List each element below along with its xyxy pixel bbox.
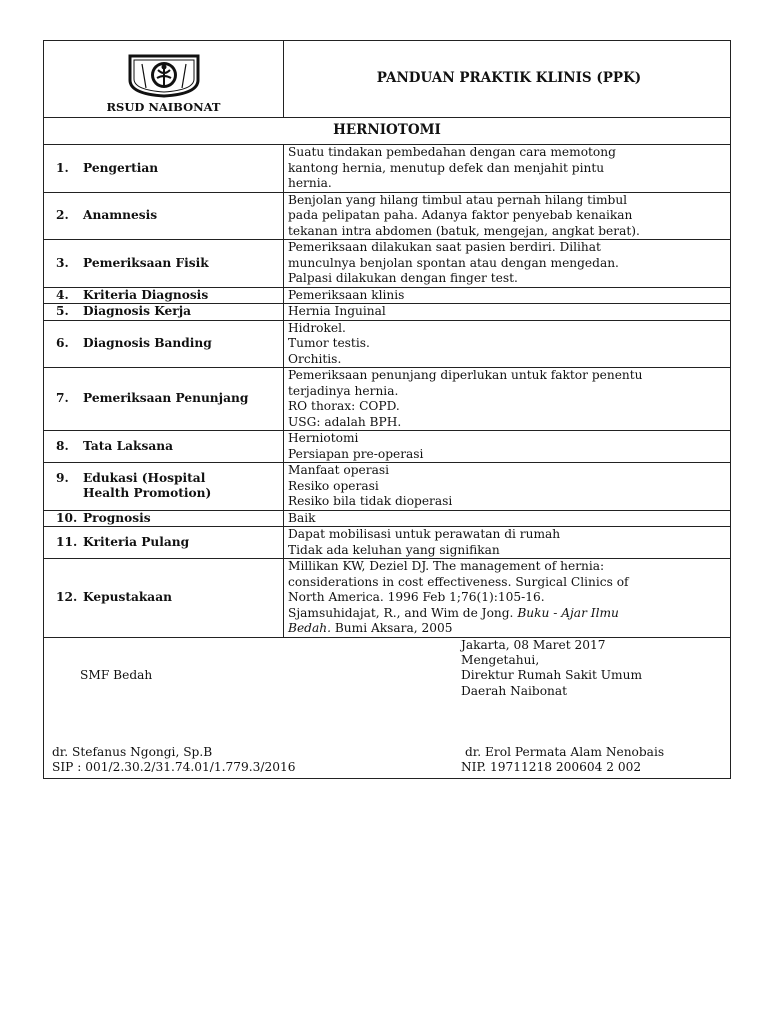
table-row [44,463,731,511]
table-row [44,304,731,321]
table-row [44,527,731,559]
row-label: 3. Pemeriksaan Fisik [44,240,284,288]
row-label: 7. Pemeriksaan Penunjang [44,368,284,431]
row-value: Pemeriksaan dilakukan saat pasien berdiri. Dilihat munculnya benjolan spontan atau dengan mengedan. Palpasi dilakukan dengan finger test. [284,240,731,288]
table-row [44,240,731,288]
row-value: Hernia Inguinal [284,304,731,321]
director-name: dr. Erol Permata Alam Nenobais [465,744,665,759]
row-label: 5. Diagnosis Kerja [44,304,284,321]
acknowledged-label: Mengetahui, [461,652,540,667]
signature-block [44,637,731,778]
row-label: 4. Kriteria Diagnosis [44,287,284,304]
table-row [44,510,731,527]
director-id: NIP. 19711218 200604 2 002 [461,759,642,774]
table-row [44,431,731,463]
table-row [44,559,731,638]
table-row [44,192,731,240]
row-label: 1. Pengertian [44,145,284,193]
ppk-table [43,40,731,779]
row-label: 6. Diagnosis Banding [44,320,284,368]
director-position-2: Daerah Naibonat [461,683,568,698]
hospital-logo-icon [124,50,204,98]
row-label: 9. Edukasi (Hospital Health Promotion) [44,463,284,511]
row-label: 2. Anamnesis [44,192,284,240]
table-row [44,287,731,304]
row-label: 11. Kriteria Pulang [44,527,284,559]
ppk-document [43,40,730,779]
surgeon-name: dr. Stefanus Ngongi, Sp.B [52,744,213,759]
subtitle-row [44,118,731,145]
row-value: Pemeriksaan penunjang diperlukan untuk faktor penentu terjadinya hernia. RO thorax: COPD. USG: adalah BPH. [284,368,731,431]
row-value: Hidrokel. Tumor testis. Orchitis. [284,320,731,368]
director-position: Direktur Rumah Sakit Umum [461,667,643,682]
signature-row [44,637,731,778]
department-label: SMF Bedah [80,667,153,682]
row-value: Benjolan yang hilang timbul atau pernah hilang timbul pada pelipatan paha. Adanya faktor penyebab kenaikan tekanan intra abdomen (batuk, mengejan, angkat berat). [284,192,731,240]
procedure-title: HERNIOTOMI [44,118,731,145]
table-row [44,145,731,193]
table-row [44,320,731,368]
row-label: 12. Kepustakaan [44,559,284,638]
row-label: 8. Tata Laksana [44,431,284,463]
row-label: 10. Prognosis [44,510,284,527]
row-value: Millikan KW, Deziel DJ. The management of hernia: considerations in cost effectiveness. Surgical Clinics of North America. 1996 Feb 1;76(1):105-16. Sjamsuhidajat, R., and Wim de Jong. Buku - Ajar Ilmu Bedah. Bumi Aksara, 2005 [284,559,731,638]
hospital-name: RSUD NAIBONAT [106,99,221,114]
table-row [44,368,731,431]
document-title: PANDUAN PRAKTIK KLINIS (PPK) [284,41,731,118]
place-date: Jakarta, 08 Maret 2017 [461,637,606,652]
row-value: Pemeriksaan klinis [284,287,731,304]
row-value: Herniotomi Persiapan pre-operasi [284,431,731,463]
surgeon-id: SIP : 001/2.30.2/31.74.01/1.779.3/2016 [52,759,296,774]
row-value: Suatu tindakan pembedahan dengan cara memotong kantong hernia, menutup defek dan menjahit pintu hernia. [284,145,731,193]
header-row [44,41,731,118]
row-value: Manfaat operasi Resiko operasi Resiko bila tidak dioperasi [284,463,731,511]
hospital-cell [44,41,284,118]
row-value: Baik [284,510,731,527]
row-value: Dapat mobilisasi untuk perawatan di rumah Tidak ada keluhan yang signifikan [284,527,731,559]
